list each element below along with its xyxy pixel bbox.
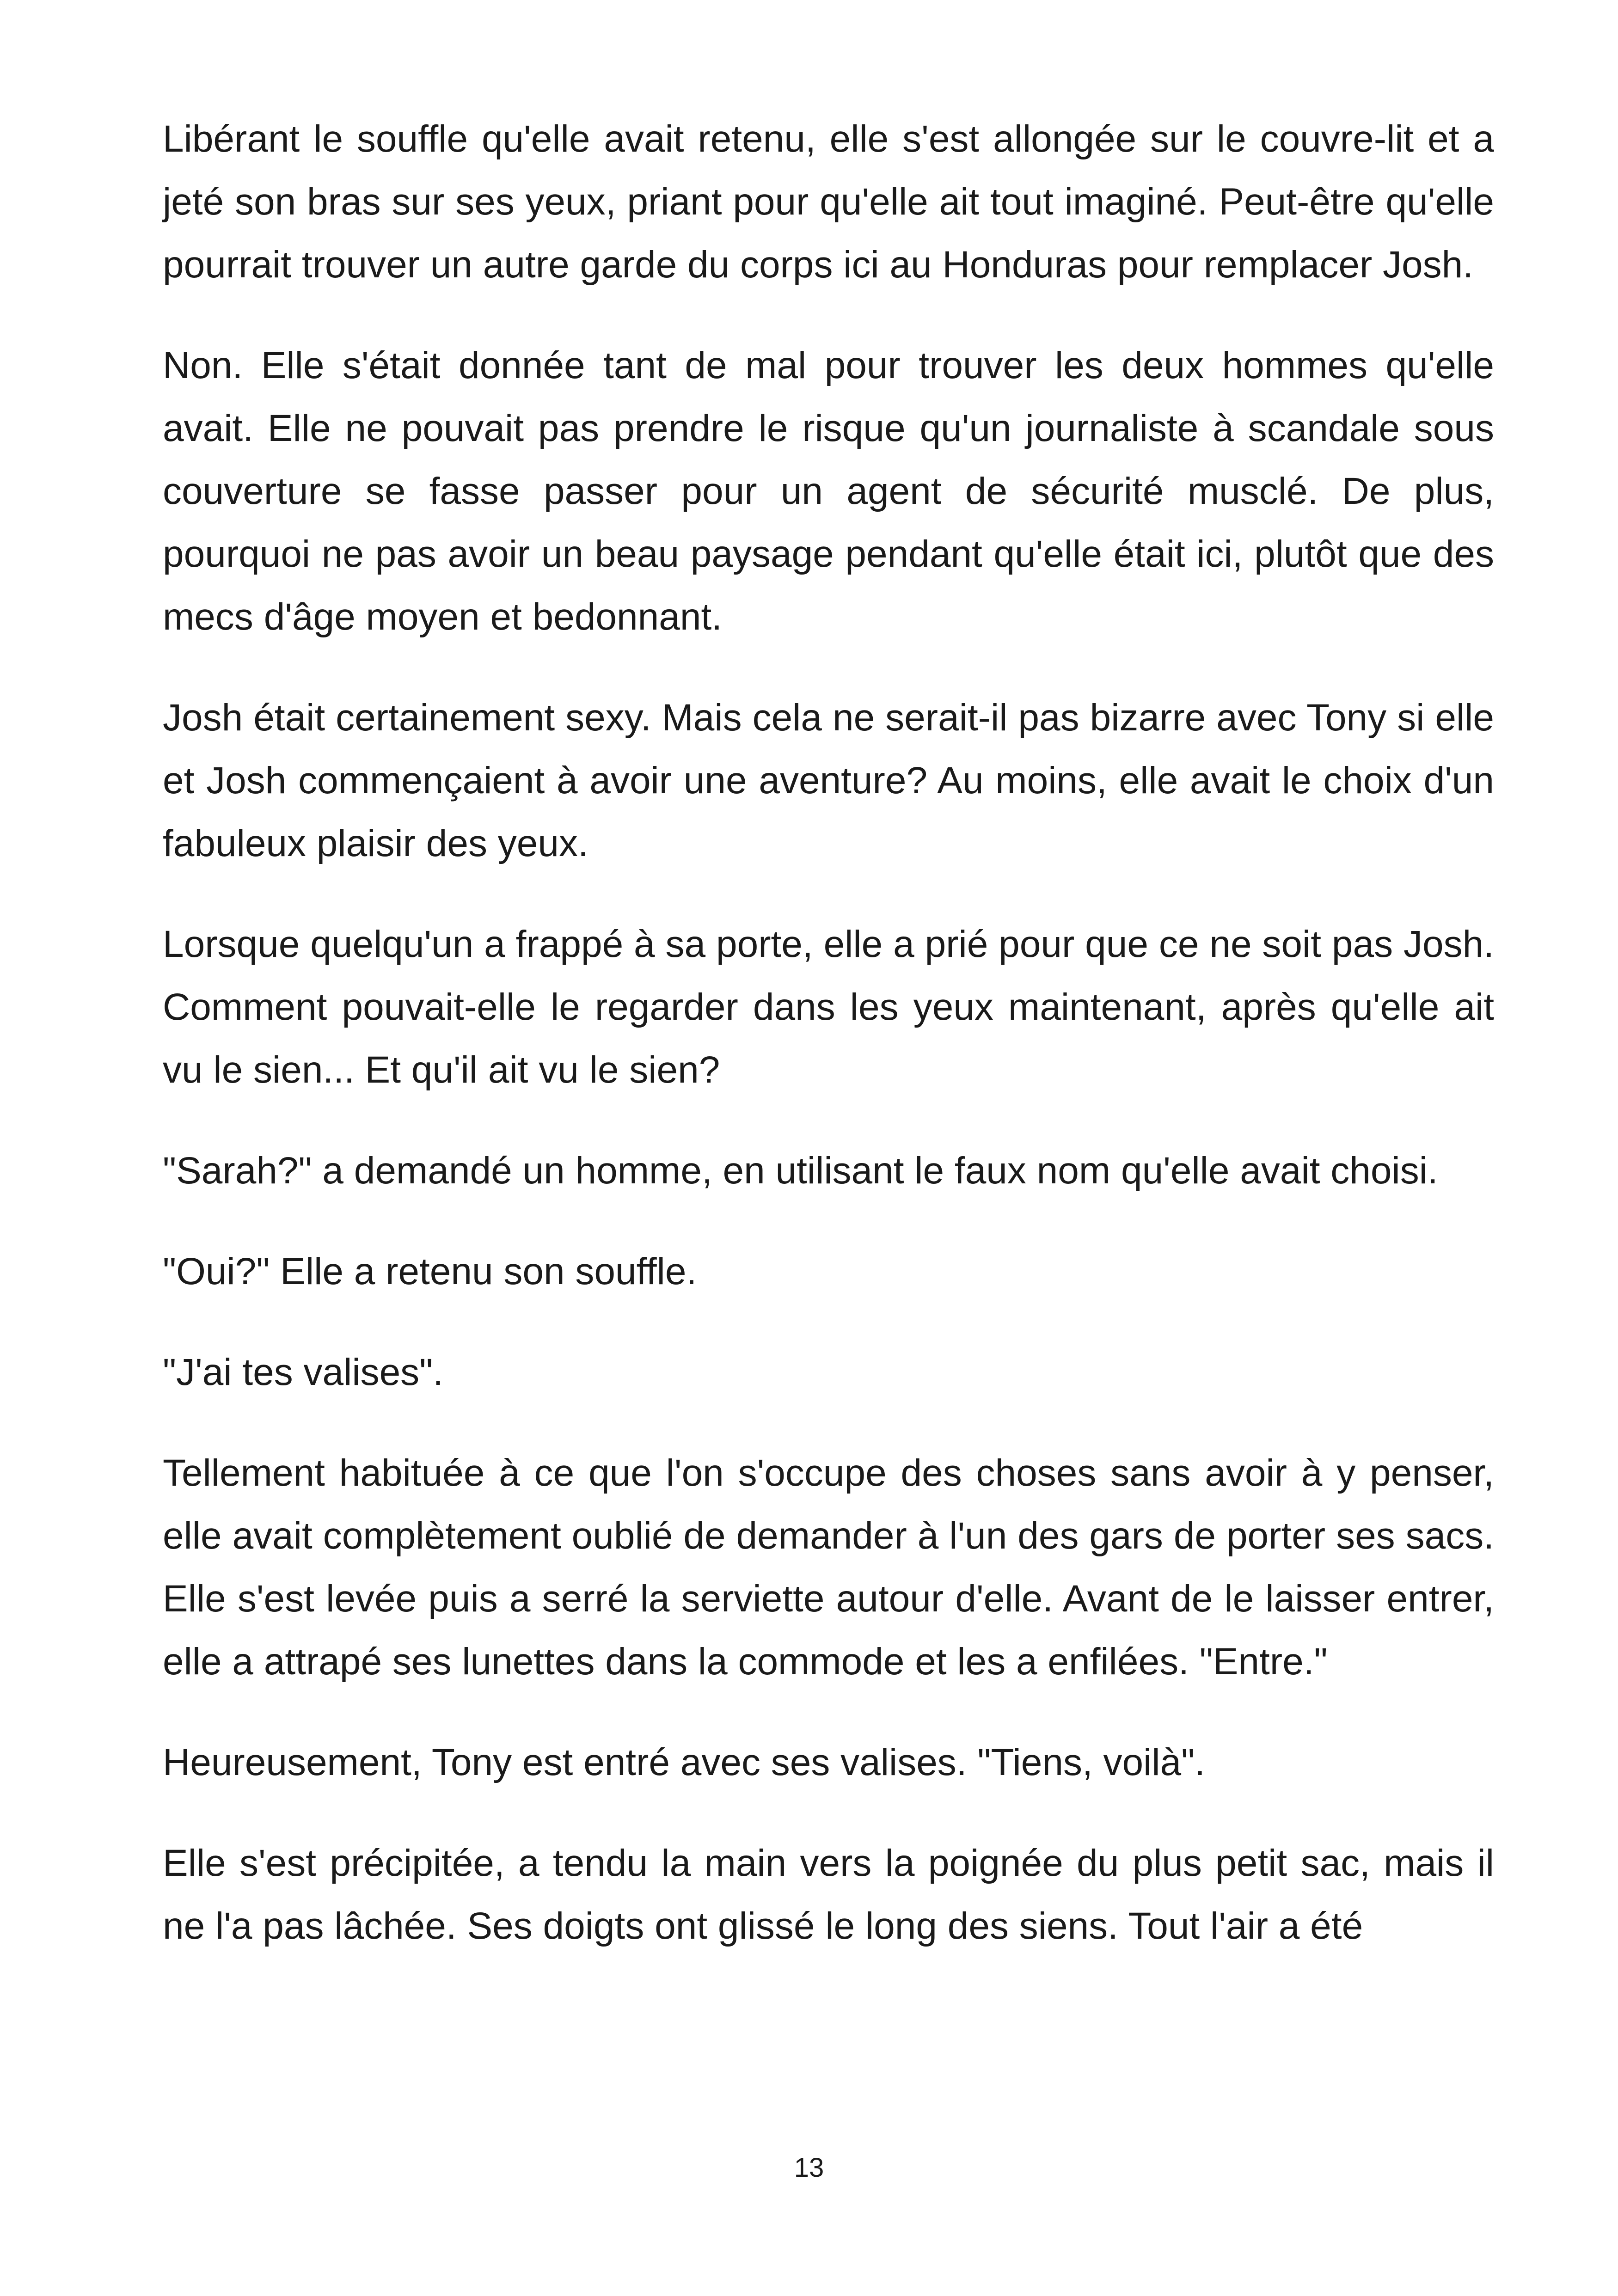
paragraph: Elle s'est précipitée, a tendu la main vers la poignée du plus petit sac, mais il ne l'a pas lâchée. Ses doigts ont glissé le long des siens. Tout l'air a été [163,1842,1494,1947]
paragraph: "J'ai tes valises". [163,1351,444,1393]
paragraph: Heureusement, Tony est entré avec ses valises. "Tiens, voilà". [163,1741,1206,1783]
paragraph: Libérant le souffle qu'elle avait retenu, elle s'est allongée sur le couvre-lit et a jeté son bras sur ses yeux, priant pour qu'elle ait tout imaginé. Peut-être qu'elle pourrait trouver un autre garde du corps ici au Honduras pour remplacer Josh. [163,118,1494,286]
paragraph: "Sarah?" a demandé un homme, en utilisant le faux nom qu'elle avait choisi. [163,1150,1438,1192]
paragraph: Josh était certainement sexy. Mais cela ne serait-il pas bizarre avec Tony si elle et Josh commençaient à avoir une aventure? Au moins, elle avait le choix d'un fabuleux plaisir des yeux. [163,697,1494,864]
paragraph: "Oui?" Elle a retenu son souffle. [163,1250,697,1292]
paragraph: Lorsque quelqu'un a frappé à sa porte, elle a prié pour que ce ne soit pas Josh. Comment pouvait-elle le regarder dans les yeux maintenant, après qu'elle ait vu le sien... Et qu'il ait vu le sien? [163,923,1494,1091]
paragraph: Tellement habituée à ce que l'on s'occupe des choses sans avoir à y penser, elle avait complètement oublié de demander à l'un des gars de porter ses sacs. Elle s'est levée puis a serré la serviette autour d'elle. Avant de le laisser entrer, elle a attrapé ses lunettes dans la commode et les a enfilées. "Entre." [163,1452,1494,1683]
page-number: 13 [794,2153,824,2183]
body-text [163,108,1494,1958]
paragraph: Non. Elle s'était donnée tant de mal pour trouver les deux hommes qu'elle avait. Elle ne pouvait pas prendre le risque qu'un journaliste à scandale sous couverture se fasse passer pour un agent de sécurité musclé. De plus, pourquoi ne pas avoir un beau paysage pendant qu'elle était ici, plutôt que des mecs d'âge moyen et bedonnant. [163,344,1494,638]
